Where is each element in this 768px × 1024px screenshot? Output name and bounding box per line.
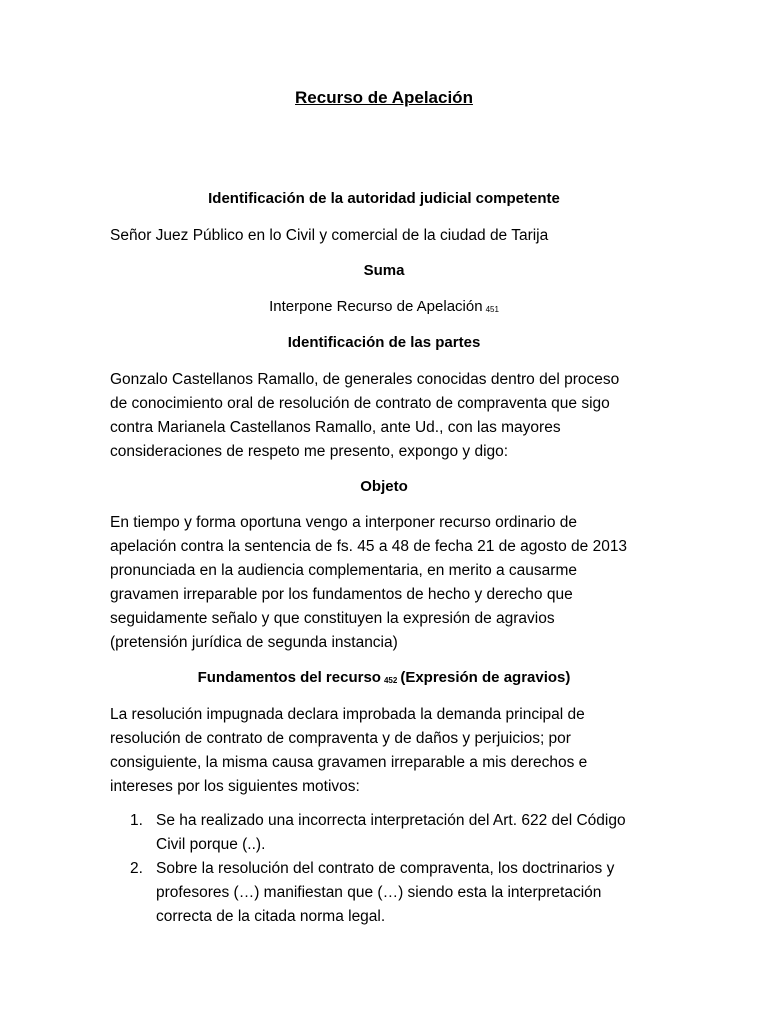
paragraph-line: pronunciada en la audiencia complementaria, en merito a causarme [110, 562, 577, 579]
grievances-list [130, 809, 690, 929]
paragraph-line: consiguiente, la misma causa gravamen irreparable a mis derechos e [110, 754, 588, 771]
paragraph-line: gravamen irreparable por los fundamentos de hecho y derecho que [110, 586, 573, 603]
list-item [130, 857, 690, 929]
paragraph-line: intereses por los siguientes motivos: [110, 778, 360, 795]
paragraph-line: resolución de contrato de compraventa y de daños y perjuicios; por [110, 730, 571, 747]
authority-text [110, 224, 670, 248]
list-item-line: Civil porque (..). [156, 836, 266, 853]
list-item-line: correcta de la citada norma legal. [156, 908, 386, 925]
paragraph-line: de conocimiento oral de resolución de contrato de compraventa que sigo [110, 395, 610, 412]
list-item-line: Se ha realizado una incorrecta interpretación del Art. 622 del Código [156, 812, 626, 829]
authority-line: Señor Juez Público en lo Civil y comercial de la ciudad de Tarija [110, 227, 549, 244]
suma-text-label: Interpone Recurso de Apelación [269, 298, 483, 315]
list-item-number: 1. [130, 812, 143, 829]
parties-heading: Identificación de las partes [287, 334, 481, 351]
paragraph-line: seguidamente señalo y que constituyen la expresión de agravios [110, 610, 555, 627]
paragraph-line: consideraciones de respeto me presento, expongo y digo: [110, 443, 509, 460]
suma-text [0, 297, 768, 319]
paragraph-line: La resolución impugnada declara improbada la demanda principal de [110, 706, 585, 723]
paragraph-line: contra Marianela Castellanos Ramallo, ante Ud., con las mayores [110, 419, 561, 436]
document-title: Recurso de Apelación [295, 88, 473, 107]
list-item-line: profesores (…) manifiestan que (…) siendo esta la interpretación [156, 884, 602, 901]
authority-heading: Identificación de la autoridad judicial competente [208, 190, 560, 207]
suma-footnote-ref: 451 [485, 305, 499, 314]
parties-paragraph [110, 368, 670, 464]
fundamentos-heading-label: Fundamentos del recurso [197, 669, 381, 686]
suma-heading: Suma [363, 262, 405, 279]
list-item-line: Sobre la resolución del contrato de compraventa, los doctrinarios y [156, 860, 615, 877]
objeto-heading: Objeto [360, 478, 408, 495]
paragraph-line: (pretensión jurídica de segunda instancia) [110, 634, 398, 651]
fundamentos-footnote-ref: 452 [383, 676, 398, 685]
list-item-number: 2. [130, 860, 143, 877]
fundamentos-heading [0, 668, 768, 690]
fundamentos-paragraph [110, 703, 670, 799]
paragraph-line: apelación contra la sentencia de fs. 45 a 48 de fecha 21 de agosto de 2013 [110, 538, 628, 555]
list-item [130, 809, 690, 857]
paragraph-line: Gonzalo Castellanos Ramallo, de generales conocidas dentro del proceso [110, 371, 620, 388]
paragraph-line: En tiempo y forma oportuna vengo a interponer recurso ordinario de [110, 514, 577, 531]
objeto-paragraph [110, 511, 670, 655]
fundamentos-heading-suffix: (Expresión de agravios) [400, 669, 571, 686]
